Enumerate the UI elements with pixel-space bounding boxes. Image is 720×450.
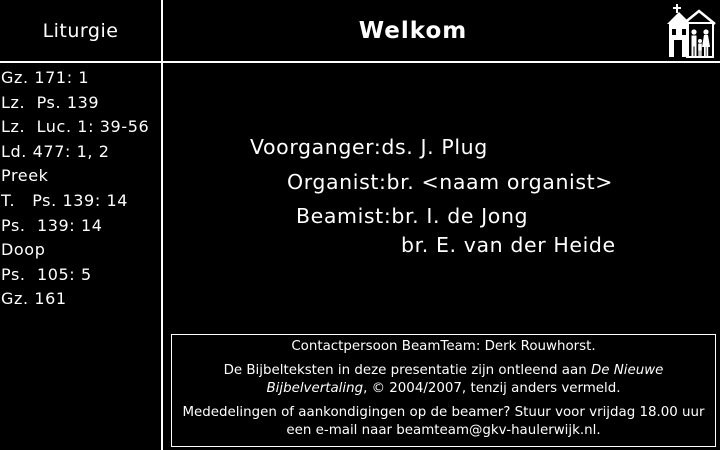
bible-title: De Nieuwe Bijbelvertaling — [266, 363, 664, 396]
liturgy-item: Preek — [1, 166, 49, 186]
role-value: br. I. de Jong — [391, 204, 529, 228]
horizontal-divider — [0, 61, 720, 63]
service-roles — [163, 130, 720, 270]
liturgy-item: T. Ps. 139: 14 — [1, 190, 129, 210]
liturgy-item: Lz. Luc. 1: 39-56 — [1, 117, 150, 137]
church-family-logo-icon — [661, 2, 717, 59]
role-organist — [287, 170, 613, 194]
liturgy-item: Ld. 477: 1, 2 — [1, 141, 110, 161]
contact-text: Contactpersoon BeamTeam: Derk Rouwhorst. — [291, 339, 596, 354]
liturgy-item: Gz. 161 — [1, 289, 67, 309]
liturgy-item: Ps. 105: 5 — [1, 264, 92, 284]
role-voorganger — [250, 135, 488, 159]
liturgy-item: Lz. Ps. 139 — [1, 92, 100, 112]
liturgy-item: Ps. 139: 14 — [1, 215, 103, 235]
announcements-text: Mededelingen of aankondigingen op de beamer? Stuur voor vrijdag 18.00 uur een e-mail naar beamteam@gkv-haulerwijk.nl. — [182, 405, 705, 438]
role-beamist-second — [401, 233, 616, 257]
role-label: Organist: — [287, 170, 387, 194]
role-value: ds. J. Plug — [381, 135, 488, 159]
bible-notice: De Bijbelteksten in deze presentatie zijn ontleend aan De Nieuwe Bijbelvertaling, © 2004/2007, tenzij anders vermeld. — [223, 363, 664, 396]
liturgy-item: Doop — [1, 240, 46, 260]
page-title: Welkom — [358, 17, 468, 44]
sidebar-title: Liturgie — [42, 19, 119, 42]
liturgy-list — [1, 66, 159, 312]
info-box — [171, 334, 716, 447]
liturgy-item: Gz. 171: 1 — [1, 68, 90, 87]
role-value: br. <naam organist> — [386, 170, 614, 194]
role-label: Beamist: — [296, 204, 392, 228]
role-beamist — [296, 204, 528, 228]
role-value: br. E. van der Heide — [401, 233, 616, 257]
role-label: Voorganger: — [250, 135, 382, 159]
